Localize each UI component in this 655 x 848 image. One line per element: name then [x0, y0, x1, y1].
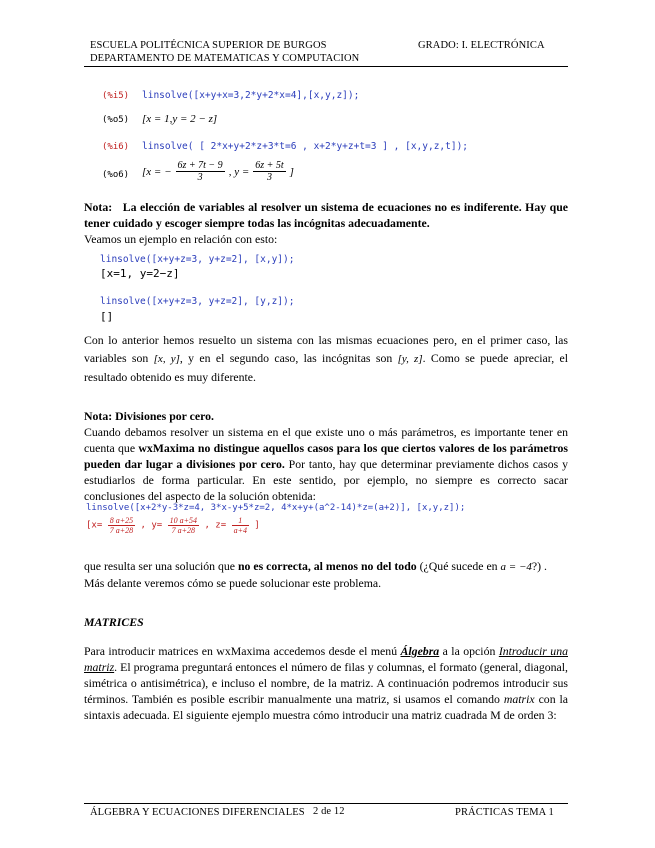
footer-rule — [84, 803, 568, 804]
matrices-t1: Para introducir matrices en wxMaxima accedemos desde el menú — [84, 644, 398, 658]
nota1-paragraph — [84, 199, 568, 231]
matrices-cmd: matrix — [503, 692, 535, 706]
nota2-paragraph — [84, 424, 568, 504]
footer-right: PRÁCTICAS TEMA 1 — [455, 807, 554, 818]
code3-input: linsolve([x+2*y-3*z=4, 3*x-y+5*z=2, 4*x+y+(a^2-14)*z=(a+2)], [x,y,z]); — [86, 503, 466, 513]
header-school: ESCUELA POLITÉCNICA SUPERIOR DE BURGOS — [90, 40, 327, 51]
output-label-o5: (%o5) — [102, 115, 130, 125]
input-label-i5: (%i5) — [102, 91, 130, 101]
menu-introducir-matriz-link[interactable]: Introducir una matriz — [84, 644, 568, 674]
para1-v1: [x, y] — [153, 353, 180, 365]
input-label-i6: (%i6) — [102, 142, 130, 152]
code3-d2: 7 a+28 — [171, 526, 196, 535]
output-label-o6: (%o6) — [102, 170, 130, 180]
para1-t1: Con lo anterior hemos resuelto un sistema con las mismas ecuaciones pero, en el primer caso, las variables son — [84, 333, 568, 365]
nota1-text: La elección de variables al resolver un sistema de ecuaciones no es indiferente. Hay que tener cuidado y escoger siempre todas las incógnitas adecuadamente. — [84, 200, 568, 230]
o6-den2: 3 — [266, 172, 272, 183]
para2-t4: Más delante veremos cómo se puede solucionar este problema. — [84, 576, 382, 590]
para2-t2: (¿Qué sucede en — [419, 559, 498, 573]
code3-frac-y — [168, 516, 199, 535]
code3-close: ] — [254, 520, 260, 531]
o6-y: , y = — [228, 166, 250, 179]
code3-d1: 7 a+28 — [109, 526, 134, 535]
code3-sep2: , z= — [204, 520, 227, 531]
code2-output2: [] — [100, 310, 114, 323]
code2-output1: [x=1, y=2−z] — [100, 267, 180, 280]
code3-open: [x= — [86, 520, 103, 531]
o6-den1: 3 — [197, 172, 203, 183]
para2-t1: que resulta ser una solución que — [84, 559, 236, 573]
para1-v2: [y, z] — [397, 353, 423, 365]
output-o5: [x = 1,y = 2 − z] — [142, 113, 218, 125]
matrices-t2: a la opción — [442, 644, 496, 658]
code2-input2: linsolve([x+y+z=3, y+z=2], [y,z]); — [100, 296, 295, 307]
para1-t2: , y en el segundo caso, las incógnitas son — [179, 351, 393, 365]
o6-num1: 6z + 7t − 9 — [177, 160, 223, 171]
matrices-t3: . El programa preguntará entonces el número de filas y columnas, el formato (general, diagonal, simétrica o antisimétrica), e incluso el nombre, de la matriz. A continuación podremos introducir sus términos. También es posible escribir manualmente una matriz, si usamos el comando — [84, 660, 568, 706]
para1 — [84, 331, 568, 386]
input-i5: linsolve([x+y+x=3,2*y+2*x=4],[x,y,z]); — [142, 90, 360, 101]
o6-frac1 — [176, 160, 225, 183]
code3-n2: 10 a+54 — [169, 516, 198, 525]
nota2-b1: wxMaxima no distingue aquellos casos para los que ciertos valores de los parámetros pueden dar lugar a divisiones por cero. — [84, 441, 569, 471]
para2 — [84, 558, 568, 591]
para2-m1: a = −4 — [500, 561, 532, 573]
code3-d3: a+4 — [233, 526, 247, 535]
code3-output — [86, 516, 260, 535]
matrices-t4: con la sintaxis adecuada. El siguiente ejemplo muestra cómo introducir una matriz cuadrada M de orden 3: — [84, 692, 569, 722]
para1-t3: . Como se puede apreciar, el resultado obtenido es muy diferente. — [84, 351, 569, 384]
o6-end: ] — [289, 166, 294, 179]
matrices-paragraph — [84, 643, 568, 723]
code2-input1: linsolve([x+y+z=3, y+z=2], [x,y]); — [100, 254, 295, 265]
nota1-label: Nota: — [84, 200, 113, 214]
nota1-intro: Veamos un ejemplo en relación con esto: — [84, 232, 278, 246]
footer-page: 2 de 12 — [313, 806, 345, 817]
nota2-t2: Por tanto, hay que determinar previamente dichos casos y estudiarlos de forma particular. En este sentido, por ejemplo, no siempre es correcto sacar conclusiones del aspecto de la solución obtenida: — [84, 457, 568, 503]
footer-left: ÁLGEBRA Y ECUACIONES DIFERENCIALES — [90, 807, 305, 818]
para2-b1: no es correcta, al menos no del todo — [237, 559, 417, 573]
code3-sep1: , y= — [140, 520, 163, 531]
o6-num2: 6z + 5t — [255, 160, 284, 171]
input-i6: linsolve( [ 2*x+y+2*z+3*t=6 , x+2*y+z+t=3 ] , [x,y,z,t]); — [142, 141, 469, 152]
code3-n3: 1 — [232, 516, 249, 526]
code3-frac-x — [108, 516, 135, 535]
nota2-t1: Cuando debamos resolver un sistema en el que existe uno o más parámetros, es importante tener en cuenta que — [84, 425, 568, 455]
nota2-title: Nota: Divisiones por cero. — [84, 409, 214, 423]
code3-frac-z — [232, 516, 249, 535]
header-department: DEPARTAMENTO DE MATEMATICAS Y COMPUTACION — [90, 53, 360, 64]
para2-t3: ?) . — [531, 559, 547, 573]
header-rule — [84, 66, 568, 67]
o6-x: [x = − — [142, 166, 172, 179]
matrices-title: MATRICES — [84, 615, 144, 629]
o6-frac2 — [253, 160, 285, 183]
menu-algebra-link[interactable]: Álgebra — [400, 644, 440, 658]
output-o6 — [142, 160, 294, 183]
header-grado: GRADO: I. ELECTRÓNICA — [418, 40, 545, 51]
code3-n1: 8 a+25 — [109, 516, 134, 525]
